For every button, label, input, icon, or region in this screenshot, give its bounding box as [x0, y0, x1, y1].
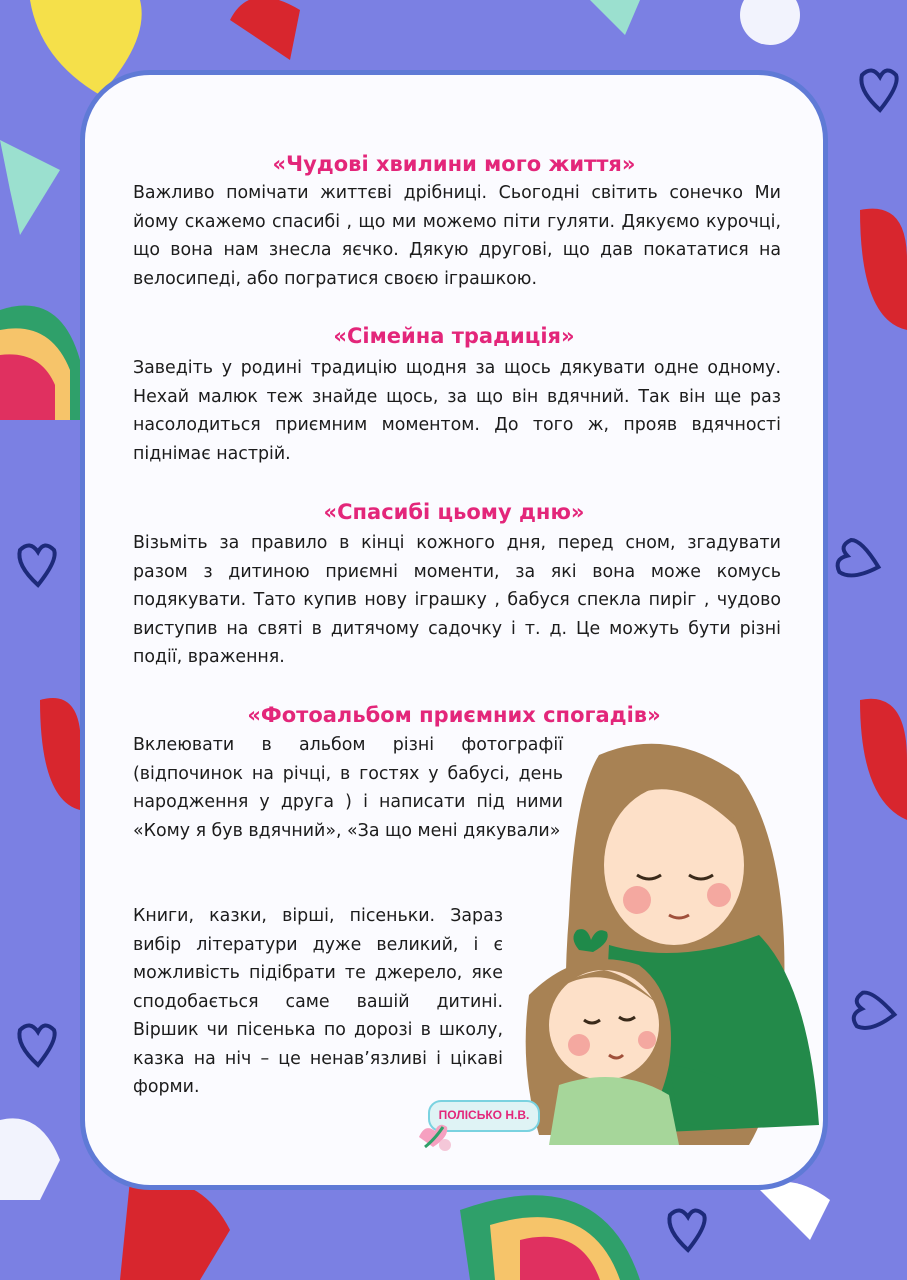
section-title-2: «Сімейна традиція»: [333, 324, 575, 348]
section-text-2: Заведіть у родині традицію щодня за щось дякувати одне одному. Нехай малюк теж знайде щось, за що він вдячний. Так він ще раз насолодиться приємним моментом. До того ж, прояв вдячності піднімає настрій.: [133, 358, 781, 464]
author-badge-label: ПОЛІСЬКО Н.В.: [438, 1108, 530, 1122]
section-text-4a: Вклеювати в альбом різні фотографії (відпочинок на річці, в гостях у бабусі, день народження у друга ) і написати під ними «Кому я був вдячний», «За що мені дякували»: [133, 735, 563, 841]
content-card: [80, 70, 828, 1190]
section-title-1: «Чудові хвилини мого життя»: [272, 152, 636, 176]
section-text-4b: Книги, казки, вірші, пісеньки. Зараз вибір літератури дуже великий, і є можливість підібрати те джерело, яке сподобається саме вашій дитині. Віршик чи пісенька по дорозі в школу, казка на ніч – це ненав’язливі і цікаві форми.: [133, 906, 503, 1097]
section-text-3: Візьміть за правило в кінці кожного дня, перед сном, згадувати разом з дитиною приємні моменти, за які вона може комусь подякувати. Тато купив нову іграшку , бабуся спекла пиріг , чудово виступив на святі в дитячому садочку і т. д. Це можуть бути різні події, враження.: [133, 533, 781, 667]
author-badge: [415, 1097, 543, 1153]
mother-daughter-illustration: [519, 735, 828, 1155]
section-text-1: Важливо помічати життєві дрібниці. Сьогодні світить сонечко Ми йому скажемо спасибі , що ми можемо піти гуляти. Дякуємо курочці, що вона нам знесла яєчко. Дякую другові, що дав покататися на велосипеді, або погратися своєю іграшкою.: [133, 183, 781, 289]
section-title-3: «Спасибі цьому дню»: [323, 500, 585, 524]
section-title-4: «Фотоальбом приємних спогадів»: [247, 703, 661, 727]
